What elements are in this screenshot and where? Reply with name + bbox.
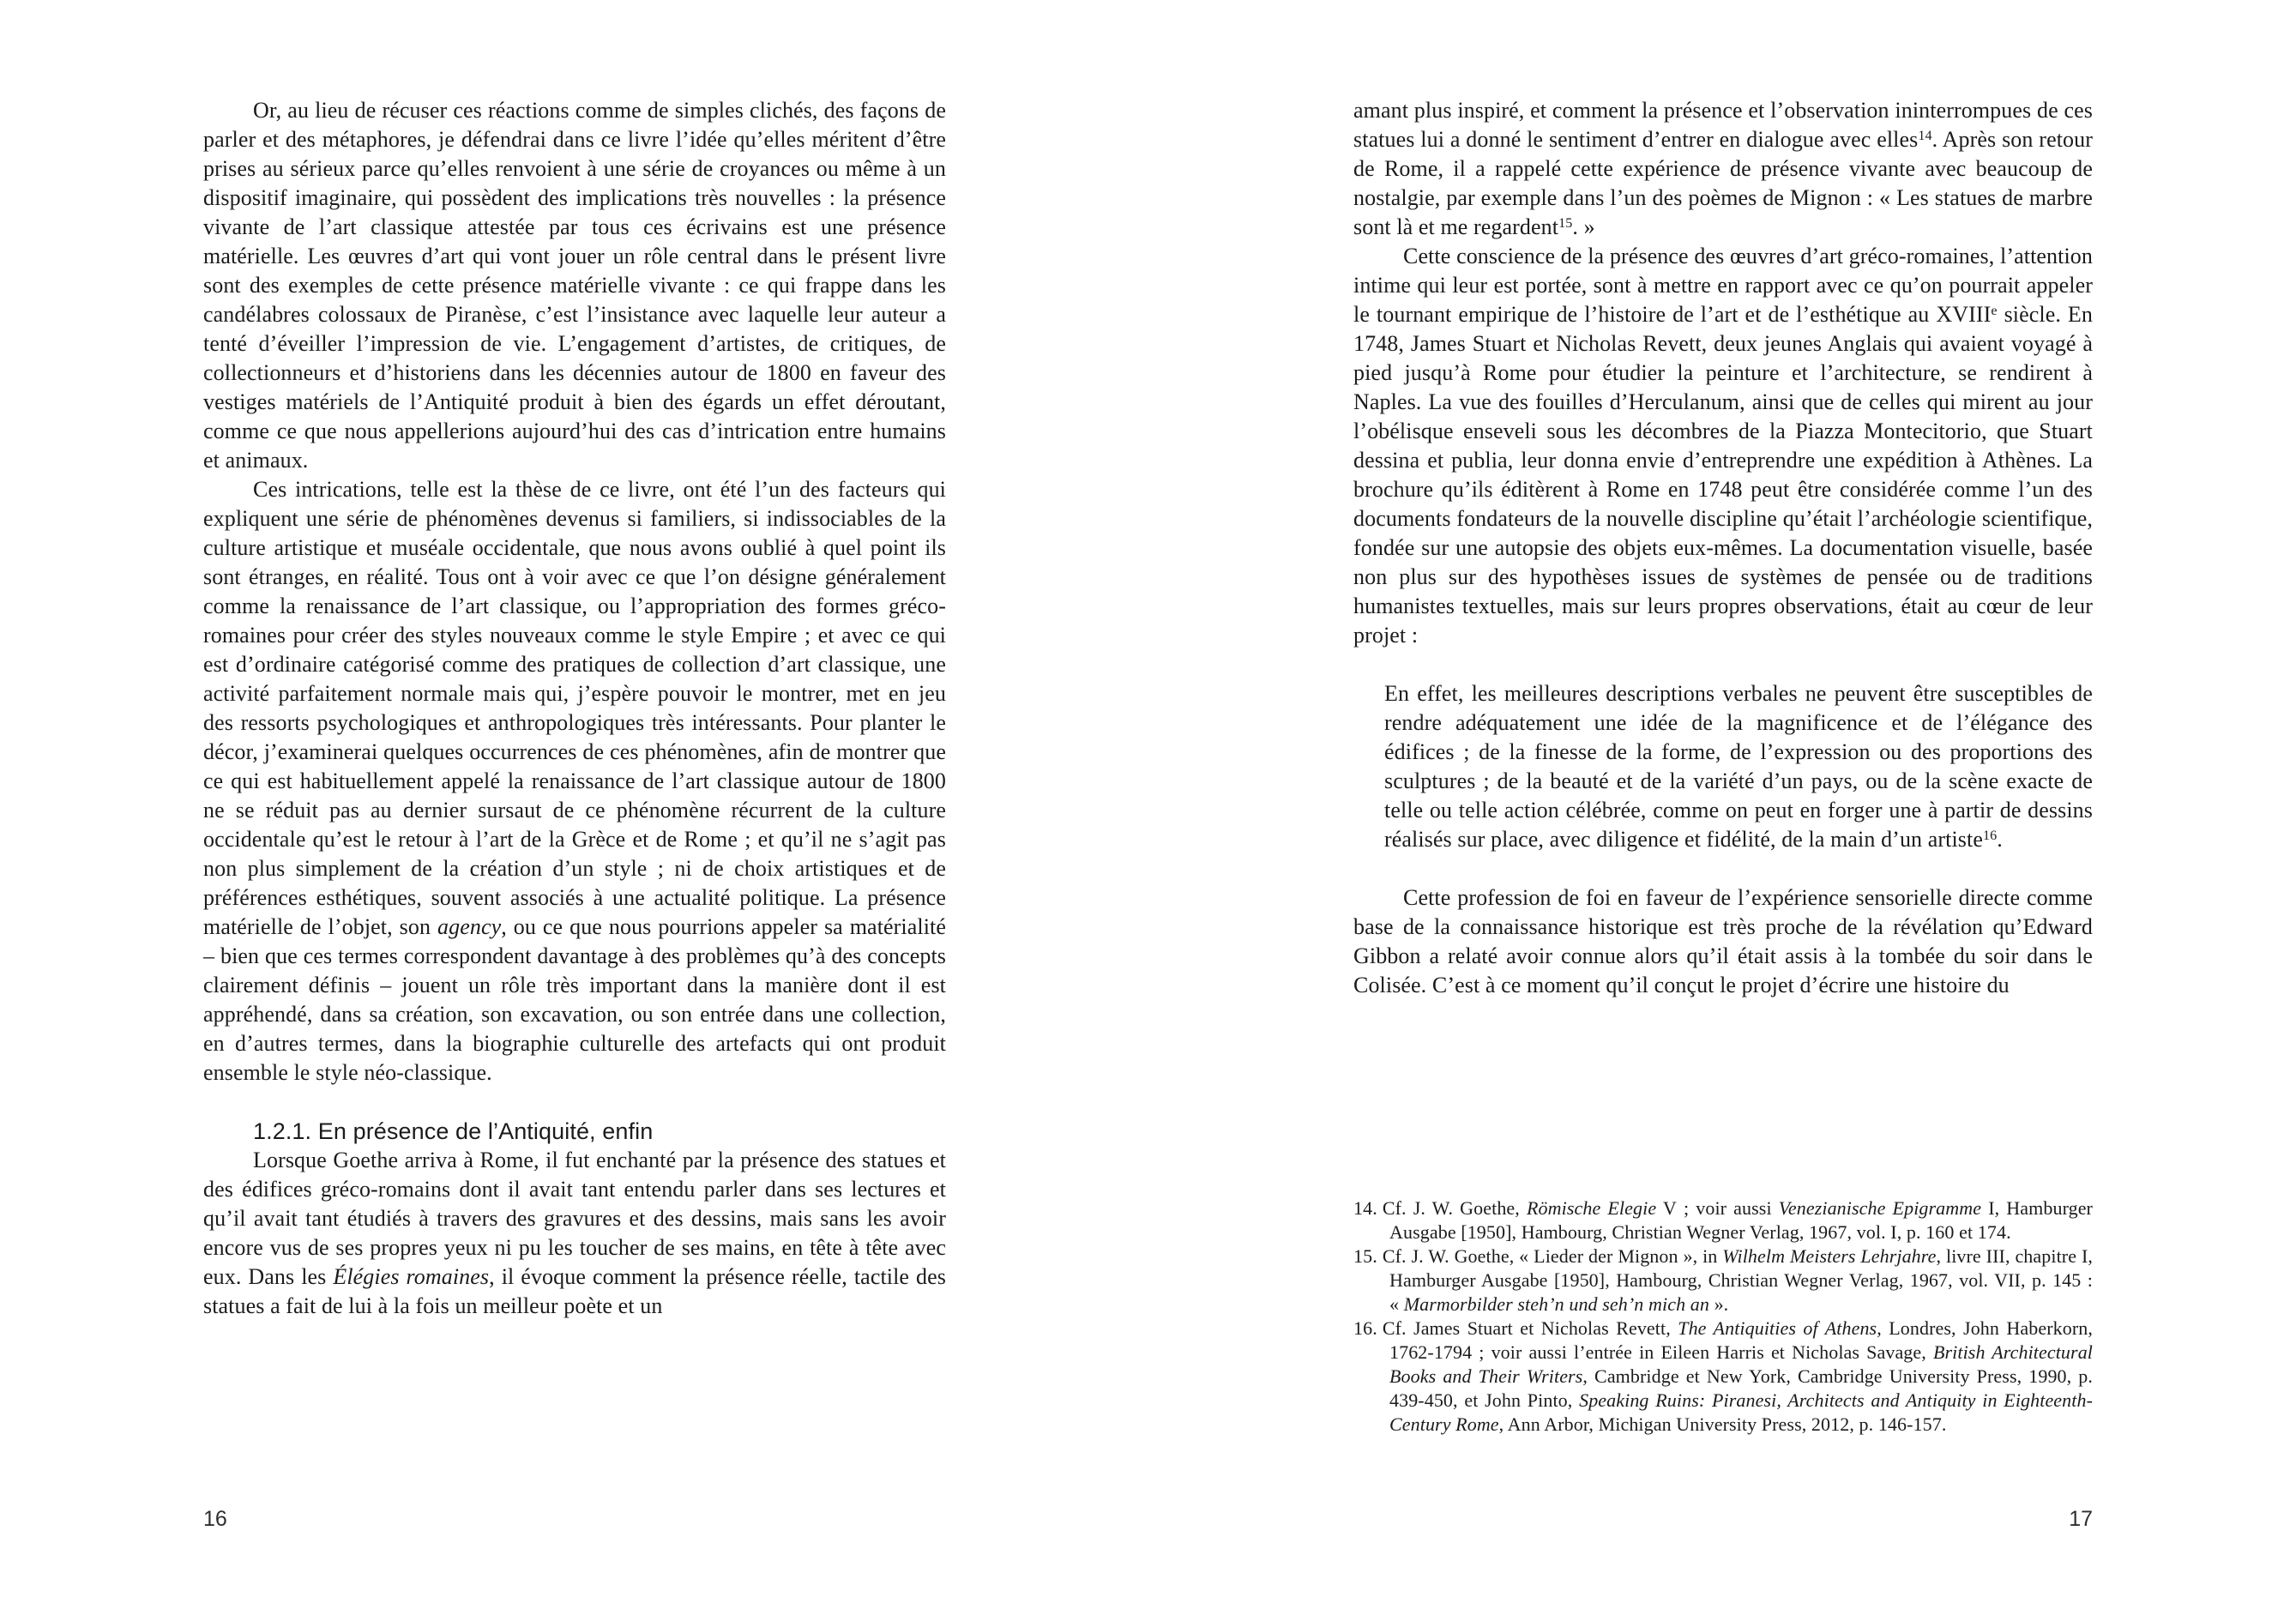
footnote-text (1383, 1317, 2093, 1435)
text-run: Or, au lieu de récuser ces réactions comme de simples clichés, des façons de parler et des métaphores, je défendrai dans ce livre l’idée qu’elles méritent d’être prises au sérieux parce qu’elles renvoient à une série de croyances ou même à un dispositif imaginaire, qui possèdent des implications très nouvelles : la présence vivante de l’art classique attestée par tous ces écrivains est une présence matérielle. Les œuvres d’art qui vont jouer un rôle central dans le présent livre sont des exemples de cette présence matérielle vivante : ce qui frappe dans les candélabres colossaux de Piranèse, c’est l’insistance avec laquelle leur auteur a tenté d’éveiller l’impression de vie. L’engagement d’artistes, de critiques, de collectionneurs et d’historiens dans les décennies autour de 1800 en faveur des vestiges matériels de l’Antiquité produit à bien des égards un effet déroutant, comme ce que nous appellerions aujourd’hui des cas d’intrication entre humains et animaux. (203, 98, 946, 473)
superscript-ref: 15 (1558, 215, 1573, 231)
italic-text: Élégies romaines (333, 1264, 490, 1289)
paragraph (203, 96, 946, 475)
text-run: , il évoque comment la présence réelle, tactile des statues a fait de lui à la fois un meilleur poète et un (203, 1264, 946, 1318)
footnote-text (1383, 1245, 2093, 1315)
text-run: , Ann Arbor, Michigan University Press, 2012, p. 146-157. (1498, 1413, 1947, 1435)
text-run: siècle. En 1748, James Stuart et Nicholas Revett, deux jeunes Anglais qui avaient voyagé à pied jusqu’à Rome pour étudier la peinture et l’architecture, se rendirent à Naples. La vue des fouilles d’Herculanum, ainsi que de celles qui mirent au jour l’obélisque enseveli sous les décombres de la Piazza Montecitorio, que Stuart dessina et publia, leur donna envie d’entreprendre une expédition à Athènes. La brochure qu’ils éditèrent à Rome en 1748 peut être considérée comme l’un des documents fondateurs de la nouvelle discipline qu’était l’archéologie scientifique, fondée sur une autopsie des objets eux-mêmes. La documentation visuelle, basée non plus sur des hypothèses issues de systèmes de pensée ou de traditions humanistes textuelles, mais sur leurs propres observations, était au cœur de leur projet : (1353, 302, 2094, 648)
text-run: Cf. James Stuart et Nicholas Revett, (1382, 1317, 1678, 1339)
italic-text: Römische Elegie (1526, 1197, 1657, 1219)
text-column-left (203, 96, 946, 1321)
paragraph (1353, 883, 2093, 1000)
text-run: . » (1572, 214, 1595, 239)
text-run: , Londres, John Haberkorn, 1762-1794 ; voir aussi l’entrée in Eileen Harris et Nicholas Savage, (1389, 1317, 2093, 1363)
text-run: amant plus inspiré, et comment la présence et l’observation ininterrompues de ces statues lui a donné le sentiment d’entrer en dialogue avec elles (1353, 98, 2093, 152)
page-17 (1148, 0, 2296, 1621)
page-number: 16 (203, 1507, 227, 1531)
italic-text: Wilhelm Meisters Lehrjahre (1722, 1245, 1937, 1267)
footnote-number: 14. (1353, 1197, 1377, 1219)
footnote-16 (1353, 1317, 2093, 1437)
footnote-text (1383, 1197, 2093, 1243)
text-run: , ou ce que nous pourrions appeler sa matérialité – bien que ces termes correspondent davantage à des problèmes qu’à des concepts clairement définis – jouent un rôle très important dans la manière dont il est appréhendé, dans sa création, son excavation, ou son entrée dans une collection, en d’autres termes, dans la biographie culturelle des artefacts qui ont produit ensemble le style néo-classique. (203, 914, 946, 1085)
footnote-number: 16. (1353, 1317, 1377, 1339)
italic-text: Marmorbilder steh’n und seh’n mich an (1403, 1293, 1709, 1315)
italic-text: agency (437, 914, 502, 939)
italic-text: Venezianische Epigramme (1778, 1197, 1982, 1219)
italic-text: British Architectural Books and Their Writers (1389, 1341, 2094, 1387)
footnote-14 (1353, 1196, 2093, 1244)
text-run: Ces intrications, telle est la thèse de ce livre, ont été l’un des facteurs qui expliquent une série de phénomènes devenus si familiers, si indissociables de la culture artistique et muséale occidentale, que nous avons oublié à quel point ils sont étranges, en réalité. Tous ont à voir avec ce que l’on désigne généralement comme la renaissance de l’art classique, ou l’appropriation des formes gréco-romaines pour créer des styles nouveaux comme le style Empire ; et avec ce qui est d’ordinaire catégorisé comme des pratiques de collection d’art classique, une activité parfaitement normale mais qui, j’espère pouvoir le montrer, met en jeu des ressorts psychologiques et anthropologiques très intéressants. Pour planter le décor, j’examinerai quelques occurrences de ces phénomènes, afin de montrer que ce qui est habituellement appelé la renaissance de l’art classique autour de 1800 ne se réduit pas au dernier sursaut de ce phénomène récurrent de la culture occidentale qu’est le retour à l’art de la Grèce et de Rome ; et qu’il ne s’agit pas non plus simplement de la création d’un style ; ni de choix artistiques et de préférences esthétiques, souvent associés à une actualité politique. La présence matérielle de l’objet, son (203, 477, 946, 939)
paragraph (1353, 242, 2093, 650)
text-run: Lorsque Goethe arriva à Rome, il fut enchanté par la présence des statues et des édifices gréco-romains dont il avait tant entendu parler dans ses lectures et qu’il avait tant étudiés à travers des gravures et des dessins, mais sans les avoir encore vus de ses propres yeux ni pu les toucher de ses mains, en tête à tête avec eux. Dans les (203, 1148, 946, 1289)
superscript-ref: 14 (1918, 128, 1932, 143)
italic-text: The Antiquities of Athens (1678, 1317, 1877, 1339)
text-run: V ; voir aussi (1656, 1197, 1779, 1219)
section-heading: 1.2.1. En présence de l’Antiquité, enfin (253, 1118, 654, 1144)
text-run: , Cambridge et New York, Cambridge University Press, 1990, p. 439-450, et John Pinto, (1389, 1365, 2094, 1411)
superscript-ref: 16 (1982, 828, 1998, 843)
text-run: Cette conscience de la présence des œuvres d’art gréco-romaines, l’attention intime qui leur est portée, sont à mettre en rapport avec ce qu’on pourrait appeler le tournant empirique de l’histoire de l’art et de l’esthétique au XVIII (1353, 244, 2093, 327)
superscript-ref: e (1991, 303, 1998, 318)
paragraph (1353, 96, 2093, 242)
text-column-right (1353, 96, 2094, 1435)
footnotes (1353, 1196, 2093, 1437)
block-quote (1384, 679, 2093, 854)
footnote-number: 15. (1353, 1245, 1377, 1267)
text-run: I, Hamburger Ausgabe [1950], Hambourg, Christian Wegner Verlag, 1967, vol. I, p. 160 et 174. (1389, 1197, 2093, 1243)
text-run: Cf. J. W. Goethe, « Lieder der Mignon », in (1382, 1245, 1723, 1267)
page-number: 17 (2069, 1507, 2093, 1531)
italic-text: Speaking Ruins: Piranesi, Architects and Antiquity in Eighteenth-Century Rome (1389, 1389, 2094, 1435)
text-run: Cette profession de foi en faveur de l’expérience sensorielle directe comme base de la connaissance historique est très proche de la révélation qu’Edward Gibbon a relaté avoir connue alors qu’il était assis à la tombée du soir dans le Colisée. C’est à ce moment qu’il conçut le projet d’écrire une histoire du (1353, 885, 2093, 997)
text-run: ». (1708, 1293, 1729, 1315)
text-run: En effet, les meilleures descriptions verbales ne peuvent être susceptibles de rendre adéquatement une idée de la magnificence et de l’élégance des édifices ; de la finesse de la forme, de l’expression ou des proportions des sculptures ; de la beauté et de la variété d’un pays, ou de la scène exacte de telle ou telle action célébrée, comme on peut en forger une à partir de dessins réalisés sur place, avec diligence et fidélité, de la main d’un artiste (1384, 681, 2093, 852)
footnote-15 (1353, 1244, 2093, 1317)
text-run: , livre III, chapitre I, Hamburger Ausgabe [1950], Hambourg, Christian Wegner Verlag, 1967, vol. VII, p. 145 : « (1389, 1245, 2093, 1315)
text-run: . Après son retour de Rome, il a rappelé cette expérience de présence vivante avec beaucoup de nostalgie, par exemple dans l’un des poèmes de Mignon : « Les statues de marbre sont là et me regardent (1353, 127, 2093, 239)
text-run: Cf. J. W. Goethe, (1382, 1197, 1527, 1219)
paragraph (203, 1146, 946, 1321)
text-run: . (1997, 827, 2003, 852)
paragraph (203, 475, 946, 1088)
